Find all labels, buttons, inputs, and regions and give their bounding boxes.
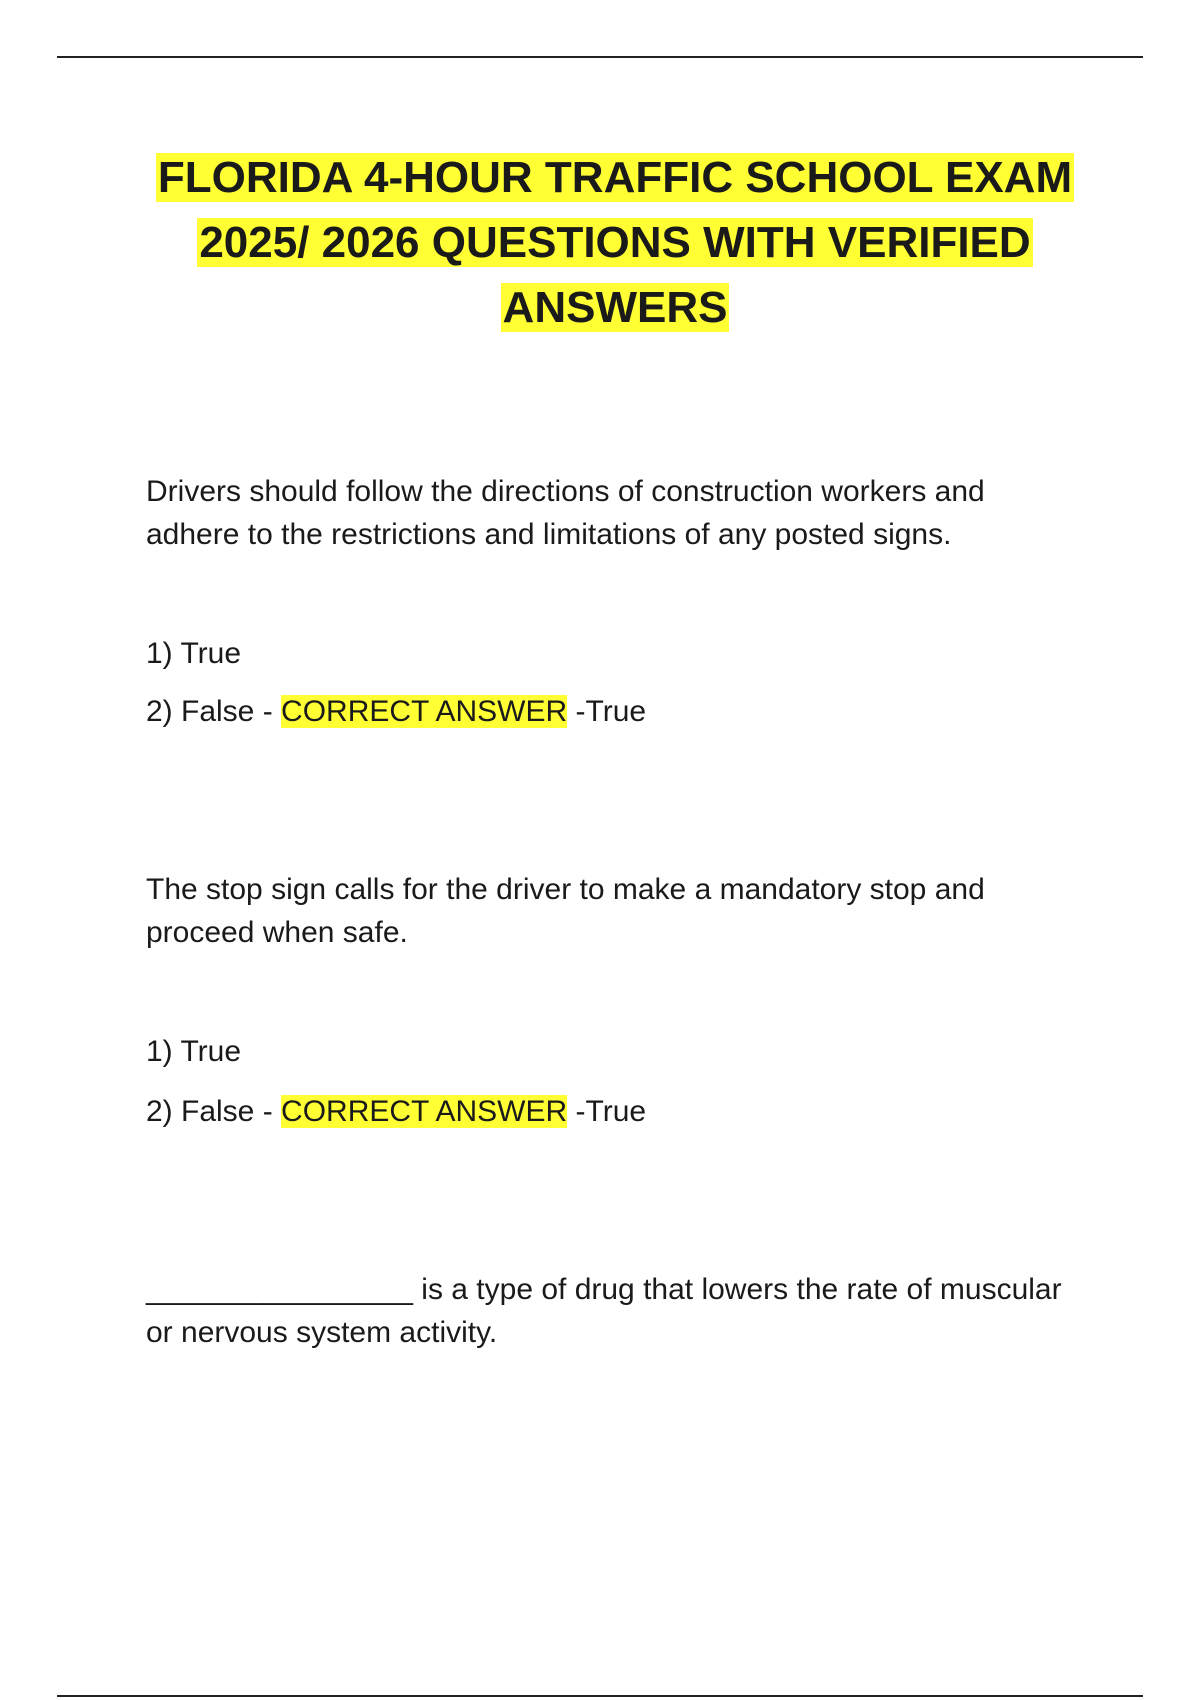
- question-2-option-1: 1) True: [146, 1035, 242, 1068]
- question-1-text: Drivers should follow the directions of construction workers and adhere to the restrictions and limitations of any posted signs.: [146, 475, 985, 551]
- question-3-text: ________________ is a type of drug that lowers the rate of muscular or nervous system activity.: [146, 1273, 1062, 1349]
- question-1-option-2-label: 2) False -: [146, 695, 282, 728]
- question-1-answer-value: -True: [567, 695, 647, 728]
- question-2-option-2-label: 2) False -: [146, 1095, 282, 1128]
- top-rule: [57, 56, 1143, 58]
- question-1-option-2: [146, 690, 1066, 733]
- question-1-option-1: 1) True: [146, 637, 242, 670]
- bottom-rule: [57, 1695, 1143, 1697]
- question-2-answer-value: -True: [567, 1095, 647, 1128]
- title-highlight: FLORIDA 4-HOUR TRAFFIC SCHOOL EXAM 2025/ 2026 QUESTIONS WITH VERIFIED ANSWERS: [157, 153, 1073, 332]
- question-2-option-2: [146, 1090, 1066, 1133]
- question-2-correct-answer-label: CORRECT ANSWER: [281, 1095, 568, 1128]
- question-1-correct-answer-label: CORRECT ANSWER: [281, 695, 568, 728]
- document-title: [100, 145, 1130, 340]
- question-2-text: The stop sign calls for the driver to make a mandatory stop and proceed when safe.: [146, 873, 985, 949]
